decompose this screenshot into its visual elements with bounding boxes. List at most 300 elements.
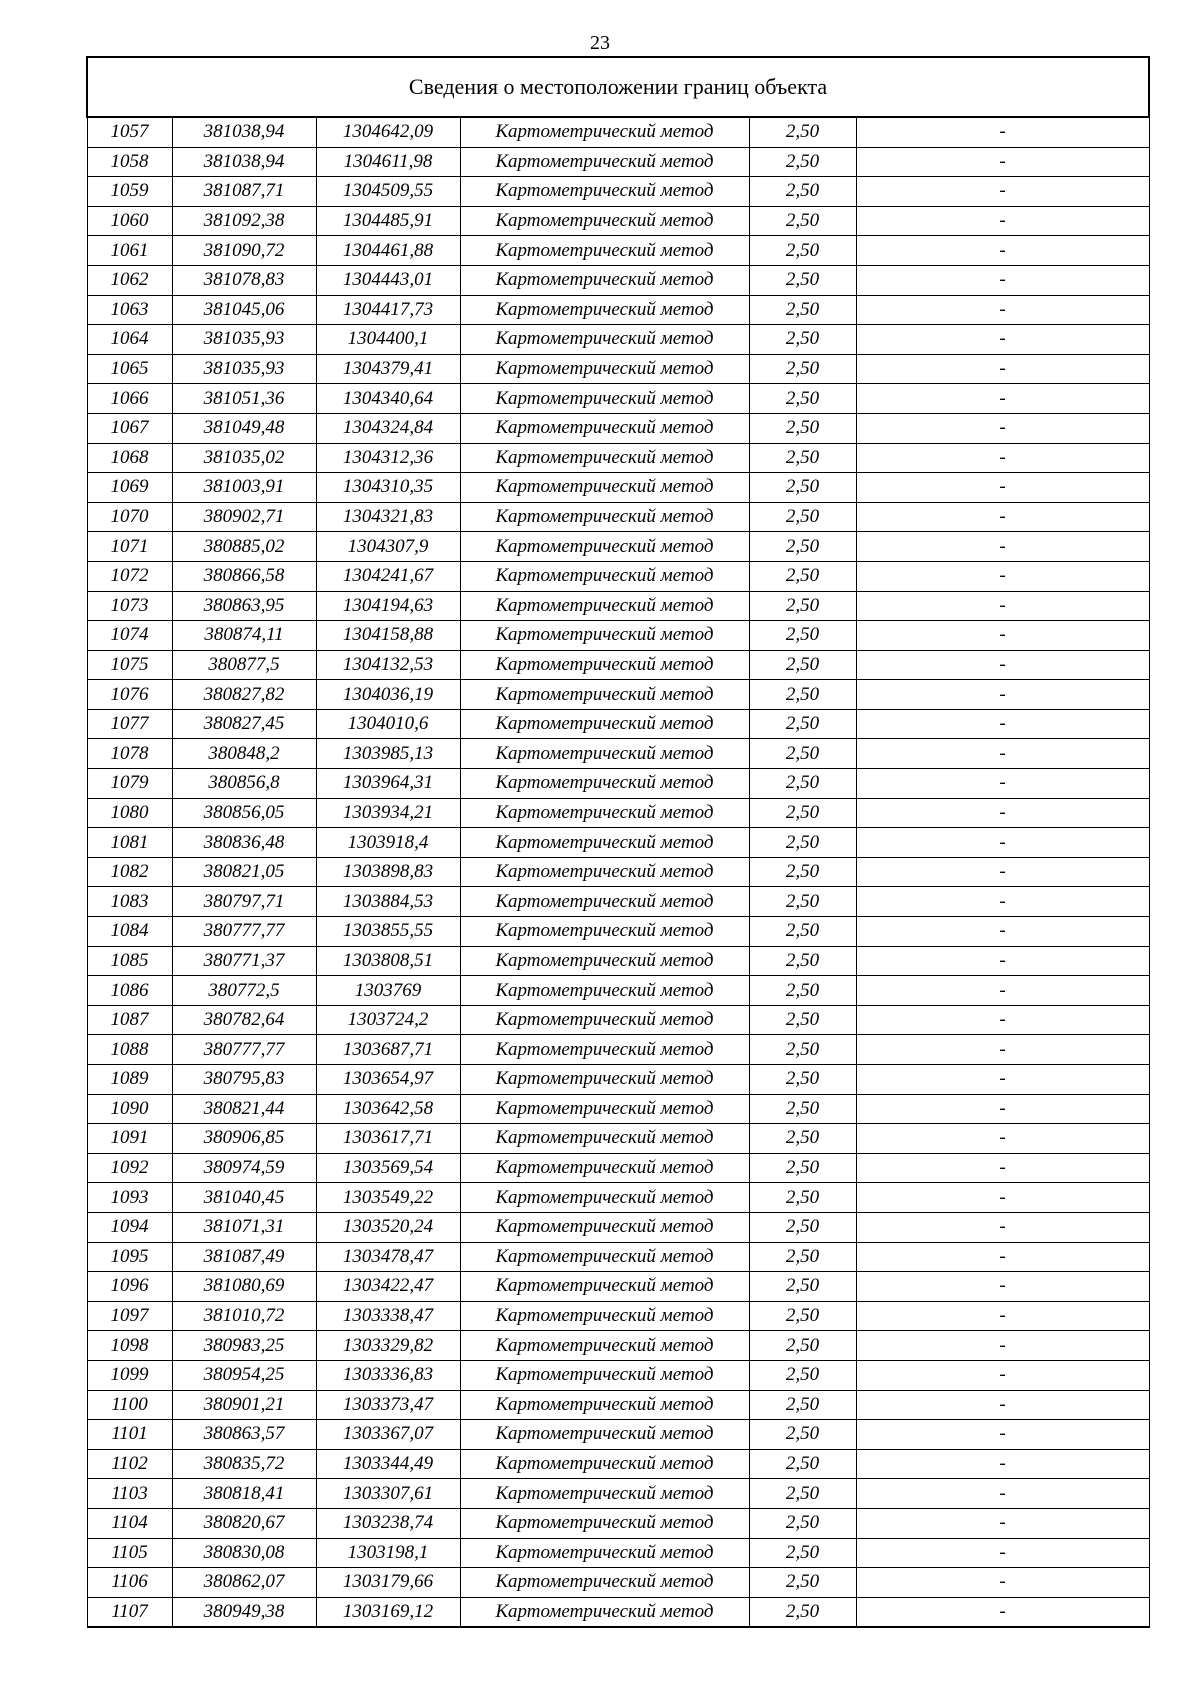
point-number-cell: 1099 — [87, 1360, 172, 1390]
y-coordinate-cell: 1303769 — [316, 976, 460, 1006]
table-row — [87, 325, 1149, 355]
method-cell: Картометрический метод — [460, 1005, 749, 1035]
description-cell: - — [856, 1094, 1149, 1124]
point-number-cell: 1097 — [87, 1301, 172, 1331]
y-coordinate-cell: 1303169,12 — [316, 1597, 460, 1627]
point-number-cell: 1102 — [87, 1449, 172, 1479]
y-coordinate-cell: 1304642,09 — [316, 117, 460, 147]
accuracy-cell: 2,50 — [749, 1153, 856, 1183]
description-cell: - — [856, 1420, 1149, 1450]
table-row — [87, 532, 1149, 562]
table-row — [87, 177, 1149, 207]
point-number-cell: 1092 — [87, 1153, 172, 1183]
x-coordinate-cell: 381035,02 — [172, 443, 316, 473]
x-coordinate-cell: 381087,71 — [172, 177, 316, 207]
method-cell: Картометрический метод — [460, 1301, 749, 1331]
method-cell: Картометрический метод — [460, 976, 749, 1006]
x-coordinate-cell: 380866,58 — [172, 561, 316, 591]
y-coordinate-cell: 1303338,47 — [316, 1301, 460, 1331]
description-cell: - — [856, 206, 1149, 236]
x-coordinate-cell: 380771,37 — [172, 946, 316, 976]
point-number-cell: 1089 — [87, 1065, 172, 1095]
method-cell: Картометрический метод — [460, 1449, 749, 1479]
accuracy-cell: 2,50 — [749, 384, 856, 414]
y-coordinate-cell: 1304417,73 — [316, 295, 460, 325]
point-number-cell: 1096 — [87, 1272, 172, 1302]
y-coordinate-cell: 1304010,6 — [316, 709, 460, 739]
y-coordinate-cell: 1303855,55 — [316, 917, 460, 947]
x-coordinate-cell: 380797,71 — [172, 887, 316, 917]
table-row — [87, 384, 1149, 414]
x-coordinate-cell: 380821,05 — [172, 857, 316, 887]
table-row — [87, 709, 1149, 739]
x-coordinate-cell: 381038,94 — [172, 117, 316, 147]
point-number-cell: 1091 — [87, 1124, 172, 1154]
y-coordinate-cell: 1304307,9 — [316, 532, 460, 562]
table-row — [87, 976, 1149, 1006]
table-row — [87, 1568, 1149, 1598]
accuracy-cell: 2,50 — [749, 798, 856, 828]
x-coordinate-cell: 381071,31 — [172, 1212, 316, 1242]
x-coordinate-cell: 380782,64 — [172, 1005, 316, 1035]
table-row — [87, 739, 1149, 769]
method-cell: Картометрический метод — [460, 1094, 749, 1124]
point-number-cell: 1059 — [87, 177, 172, 207]
method-cell: Картометрический метод — [460, 1508, 749, 1538]
y-coordinate-cell: 1303934,21 — [316, 798, 460, 828]
method-cell: Картометрический метод — [460, 561, 749, 591]
method-cell: Картометрический метод — [460, 1153, 749, 1183]
point-number-cell: 1106 — [87, 1568, 172, 1598]
method-cell: Картометрический метод — [460, 206, 749, 236]
description-cell: - — [856, 384, 1149, 414]
point-number-cell: 1100 — [87, 1390, 172, 1420]
point-number-cell: 1084 — [87, 917, 172, 947]
y-coordinate-cell: 1303884,53 — [316, 887, 460, 917]
accuracy-cell: 2,50 — [749, 295, 856, 325]
x-coordinate-cell: 380862,07 — [172, 1568, 316, 1598]
description-cell: - — [856, 147, 1149, 177]
description-cell: - — [856, 413, 1149, 443]
method-cell: Картометрический метод — [460, 709, 749, 739]
method-cell: Картометрический метод — [460, 1272, 749, 1302]
description-cell: - — [856, 265, 1149, 295]
x-coordinate-cell: 380777,77 — [172, 1035, 316, 1065]
table-row — [87, 236, 1149, 266]
description-cell: - — [856, 1242, 1149, 1272]
method-cell: Картометрический метод — [460, 1538, 749, 1568]
table-caption: Сведения о местоположении границ объекта — [87, 57, 1149, 117]
x-coordinate-cell: 381010,72 — [172, 1301, 316, 1331]
description-cell: - — [856, 1124, 1149, 1154]
y-coordinate-cell: 1304324,84 — [316, 413, 460, 443]
description-cell: - — [856, 1065, 1149, 1095]
description-cell: - — [856, 680, 1149, 710]
accuracy-cell: 2,50 — [749, 1272, 856, 1302]
x-coordinate-cell: 380874,11 — [172, 621, 316, 651]
table-row — [87, 561, 1149, 591]
description-cell: - — [856, 857, 1149, 887]
table-caption-row — [87, 57, 1149, 117]
x-coordinate-cell: 380949,38 — [172, 1597, 316, 1627]
accuracy-cell: 2,50 — [749, 177, 856, 207]
point-number-cell: 1090 — [87, 1094, 172, 1124]
x-coordinate-cell: 380821,44 — [172, 1094, 316, 1124]
x-coordinate-cell: 380830,08 — [172, 1538, 316, 1568]
accuracy-cell: 2,50 — [749, 325, 856, 355]
x-coordinate-cell: 380777,77 — [172, 917, 316, 947]
y-coordinate-cell: 1303687,71 — [316, 1035, 460, 1065]
x-coordinate-cell: 380974,59 — [172, 1153, 316, 1183]
table-row — [87, 413, 1149, 443]
accuracy-cell: 2,50 — [749, 857, 856, 887]
method-cell: Картометрический метод — [460, 325, 749, 355]
table-row — [87, 650, 1149, 680]
x-coordinate-cell: 380820,67 — [172, 1508, 316, 1538]
accuracy-cell: 2,50 — [749, 709, 856, 739]
method-cell: Картометрический метод — [460, 1065, 749, 1095]
description-cell: - — [856, 1212, 1149, 1242]
method-cell: Картометрический метод — [460, 265, 749, 295]
point-number-cell: 1104 — [87, 1508, 172, 1538]
table-row — [87, 917, 1149, 947]
point-number-cell: 1079 — [87, 769, 172, 799]
description-cell: - — [856, 1331, 1149, 1361]
y-coordinate-cell: 1303238,74 — [316, 1508, 460, 1538]
y-coordinate-cell: 1303642,58 — [316, 1094, 460, 1124]
accuracy-cell: 2,50 — [749, 473, 856, 503]
x-coordinate-cell: 381035,93 — [172, 354, 316, 384]
method-cell: Картометрический метод — [460, 828, 749, 858]
x-coordinate-cell: 381045,06 — [172, 295, 316, 325]
table-row — [87, 147, 1149, 177]
x-coordinate-cell: 380836,48 — [172, 828, 316, 858]
accuracy-cell: 2,50 — [749, 650, 856, 680]
table-row — [87, 1272, 1149, 1302]
x-coordinate-cell: 380856,05 — [172, 798, 316, 828]
point-number-cell: 1067 — [87, 413, 172, 443]
point-number-cell: 1068 — [87, 443, 172, 473]
x-coordinate-cell: 380863,95 — [172, 591, 316, 621]
description-cell: - — [856, 1568, 1149, 1598]
y-coordinate-cell: 1303898,83 — [316, 857, 460, 887]
x-coordinate-cell: 381035,93 — [172, 325, 316, 355]
y-coordinate-cell: 1303344,49 — [316, 1449, 460, 1479]
x-coordinate-cell: 380795,83 — [172, 1065, 316, 1095]
x-coordinate-cell: 381080,69 — [172, 1272, 316, 1302]
table-row — [87, 1183, 1149, 1213]
y-coordinate-cell: 1303329,82 — [316, 1331, 460, 1361]
accuracy-cell: 2,50 — [749, 621, 856, 651]
accuracy-cell: 2,50 — [749, 887, 856, 917]
description-cell: - — [856, 532, 1149, 562]
x-coordinate-cell: 380877,5 — [172, 650, 316, 680]
accuracy-cell: 2,50 — [749, 1331, 856, 1361]
table-row — [87, 591, 1149, 621]
accuracy-cell: 2,50 — [749, 502, 856, 532]
accuracy-cell: 2,50 — [749, 680, 856, 710]
x-coordinate-cell: 380954,25 — [172, 1360, 316, 1390]
point-number-cell: 1082 — [87, 857, 172, 887]
point-number-cell: 1094 — [87, 1212, 172, 1242]
y-coordinate-cell: 1304036,19 — [316, 680, 460, 710]
table-row — [87, 680, 1149, 710]
accuracy-cell: 2,50 — [749, 1508, 856, 1538]
table-row — [87, 443, 1149, 473]
method-cell: Картометрический метод — [460, 857, 749, 887]
point-number-cell: 1081 — [87, 828, 172, 858]
table-row — [87, 1035, 1149, 1065]
table-row — [87, 769, 1149, 799]
y-coordinate-cell: 1303549,22 — [316, 1183, 460, 1213]
y-coordinate-cell: 1303918,4 — [316, 828, 460, 858]
x-coordinate-cell: 381078,83 — [172, 265, 316, 295]
point-number-cell: 1105 — [87, 1538, 172, 1568]
description-cell: - — [856, 473, 1149, 503]
description-cell: - — [856, 650, 1149, 680]
accuracy-cell: 2,50 — [749, 1597, 856, 1627]
accuracy-cell: 2,50 — [749, 413, 856, 443]
point-number-cell: 1057 — [87, 117, 172, 147]
accuracy-cell: 2,50 — [749, 1065, 856, 1095]
accuracy-cell: 2,50 — [749, 117, 856, 147]
description-cell: - — [856, 621, 1149, 651]
accuracy-cell: 2,50 — [749, 265, 856, 295]
accuracy-cell: 2,50 — [749, 1035, 856, 1065]
description-cell: - — [856, 1153, 1149, 1183]
accuracy-cell: 2,50 — [749, 1301, 856, 1331]
point-number-cell: 1065 — [87, 354, 172, 384]
description-cell: - — [856, 1390, 1149, 1420]
accuracy-cell: 2,50 — [749, 1449, 856, 1479]
x-coordinate-cell: 380983,25 — [172, 1331, 316, 1361]
description-cell: - — [856, 177, 1149, 207]
accuracy-cell: 2,50 — [749, 532, 856, 562]
y-coordinate-cell: 1303478,47 — [316, 1242, 460, 1272]
y-coordinate-cell: 1304310,35 — [316, 473, 460, 503]
table-row — [87, 1242, 1149, 1272]
accuracy-cell: 2,50 — [749, 1183, 856, 1213]
y-coordinate-cell: 1304132,53 — [316, 650, 460, 680]
point-number-cell: 1086 — [87, 976, 172, 1006]
table-row — [87, 206, 1149, 236]
accuracy-cell: 2,50 — [749, 1094, 856, 1124]
method-cell: Картометрический метод — [460, 739, 749, 769]
point-number-cell: 1087 — [87, 1005, 172, 1035]
description-cell: - — [856, 1183, 1149, 1213]
description-cell: - — [856, 739, 1149, 769]
method-cell: Картометрический метод — [460, 769, 749, 799]
point-number-cell: 1095 — [87, 1242, 172, 1272]
table-row — [87, 1449, 1149, 1479]
y-coordinate-cell: 1304400,1 — [316, 325, 460, 355]
point-number-cell: 1066 — [87, 384, 172, 414]
point-number-cell: 1103 — [87, 1479, 172, 1509]
method-cell: Картометрический метод — [460, 443, 749, 473]
point-number-cell: 1062 — [87, 265, 172, 295]
point-number-cell: 1076 — [87, 680, 172, 710]
method-cell: Картометрический метод — [460, 1420, 749, 1450]
x-coordinate-cell: 380885,02 — [172, 532, 316, 562]
point-number-cell: 1085 — [87, 946, 172, 976]
table-row — [87, 1301, 1149, 1331]
accuracy-cell: 2,50 — [749, 354, 856, 384]
accuracy-cell: 2,50 — [749, 1390, 856, 1420]
method-cell: Картометрический метод — [460, 621, 749, 651]
y-coordinate-cell: 1303367,07 — [316, 1420, 460, 1450]
description-cell: - — [856, 769, 1149, 799]
description-cell: - — [856, 1035, 1149, 1065]
x-coordinate-cell: 380827,45 — [172, 709, 316, 739]
x-coordinate-cell: 380772,5 — [172, 976, 316, 1006]
table-row — [87, 828, 1149, 858]
y-coordinate-cell: 1304485,91 — [316, 206, 460, 236]
y-coordinate-cell: 1304509,55 — [316, 177, 460, 207]
table-row — [87, 1005, 1149, 1035]
description-cell: - — [856, 828, 1149, 858]
y-coordinate-cell: 1303808,51 — [316, 946, 460, 976]
method-cell: Картометрический метод — [460, 177, 749, 207]
x-coordinate-cell: 380827,82 — [172, 680, 316, 710]
description-cell: - — [856, 295, 1149, 325]
point-number-cell: 1101 — [87, 1420, 172, 1450]
method-cell: Картометрический метод — [460, 295, 749, 325]
method-cell: Картометрический метод — [460, 1242, 749, 1272]
x-coordinate-cell: 381003,91 — [172, 473, 316, 503]
method-cell: Картометрический метод — [460, 1331, 749, 1361]
y-coordinate-cell: 1304443,01 — [316, 265, 460, 295]
table-row — [87, 1094, 1149, 1124]
x-coordinate-cell: 381040,45 — [172, 1183, 316, 1213]
accuracy-cell: 2,50 — [749, 917, 856, 947]
accuracy-cell: 2,50 — [749, 1242, 856, 1272]
point-number-cell: 1063 — [87, 295, 172, 325]
table-row — [87, 1479, 1149, 1509]
y-coordinate-cell: 1304611,98 — [316, 147, 460, 177]
method-cell: Картометрический метод — [460, 1212, 749, 1242]
x-coordinate-cell: 381049,48 — [172, 413, 316, 443]
y-coordinate-cell: 1303198,1 — [316, 1538, 460, 1568]
x-coordinate-cell: 380848,2 — [172, 739, 316, 769]
table-row — [87, 946, 1149, 976]
method-cell: Картометрический метод — [460, 650, 749, 680]
y-coordinate-cell: 1303179,66 — [316, 1568, 460, 1598]
y-coordinate-cell: 1304321,83 — [316, 502, 460, 532]
table-row — [87, 295, 1149, 325]
table-row — [87, 1331, 1149, 1361]
method-cell: Картометрический метод — [460, 1479, 749, 1509]
table-row — [87, 1390, 1149, 1420]
x-coordinate-cell: 380902,71 — [172, 502, 316, 532]
table-body — [87, 57, 1149, 1627]
table-row — [87, 1065, 1149, 1095]
description-cell: - — [856, 443, 1149, 473]
page-number: 23 — [590, 32, 610, 54]
description-cell: - — [856, 1005, 1149, 1035]
accuracy-cell: 2,50 — [749, 206, 856, 236]
point-number-cell: 1077 — [87, 709, 172, 739]
description-cell: - — [856, 354, 1149, 384]
method-cell: Картометрический метод — [460, 1035, 749, 1065]
table-row — [87, 473, 1149, 503]
description-cell: - — [856, 325, 1149, 355]
method-cell: Картометрический метод — [460, 502, 749, 532]
point-number-cell: 1078 — [87, 739, 172, 769]
method-cell: Картометрический метод — [460, 236, 749, 266]
description-cell: - — [856, 1479, 1149, 1509]
x-coordinate-cell: 381051,36 — [172, 384, 316, 414]
accuracy-cell: 2,50 — [749, 591, 856, 621]
accuracy-cell: 2,50 — [749, 1568, 856, 1598]
accuracy-cell: 2,50 — [749, 561, 856, 591]
accuracy-cell: 2,50 — [749, 946, 856, 976]
accuracy-cell: 2,50 — [749, 1420, 856, 1450]
accuracy-cell: 2,50 — [749, 769, 856, 799]
x-coordinate-cell: 381038,94 — [172, 147, 316, 177]
x-coordinate-cell: 380906,85 — [172, 1124, 316, 1154]
y-coordinate-cell: 1303336,83 — [316, 1360, 460, 1390]
method-cell: Картометрический метод — [460, 887, 749, 917]
method-cell: Картометрический метод — [460, 917, 749, 947]
description-cell: - — [856, 1272, 1149, 1302]
point-number-cell: 1070 — [87, 502, 172, 532]
description-cell: - — [856, 561, 1149, 591]
table-row — [87, 1360, 1149, 1390]
y-coordinate-cell: 1304158,88 — [316, 621, 460, 651]
point-number-cell: 1061 — [87, 236, 172, 266]
x-coordinate-cell: 380835,72 — [172, 1449, 316, 1479]
y-coordinate-cell: 1304461,88 — [316, 236, 460, 266]
y-coordinate-cell: 1303520,24 — [316, 1212, 460, 1242]
accuracy-cell: 2,50 — [749, 1212, 856, 1242]
point-number-cell: 1058 — [87, 147, 172, 177]
y-coordinate-cell: 1304194,63 — [316, 591, 460, 621]
y-coordinate-cell: 1303985,13 — [316, 739, 460, 769]
method-cell: Картометрический метод — [460, 798, 749, 828]
method-cell: Картометрический метод — [460, 591, 749, 621]
accuracy-cell: 2,50 — [749, 147, 856, 177]
x-coordinate-cell: 381092,38 — [172, 206, 316, 236]
method-cell: Картометрический метод — [460, 532, 749, 562]
table-row — [87, 354, 1149, 384]
accuracy-cell: 2,50 — [749, 1360, 856, 1390]
method-cell: Картометрический метод — [460, 1124, 749, 1154]
accuracy-cell: 2,50 — [749, 1538, 856, 1568]
description-cell: - — [856, 1597, 1149, 1627]
point-number-cell: 1098 — [87, 1331, 172, 1361]
table-row — [87, 798, 1149, 828]
accuracy-cell: 2,50 — [749, 1124, 856, 1154]
accuracy-cell: 2,50 — [749, 443, 856, 473]
method-cell: Картометрический метод — [460, 117, 749, 147]
point-number-cell: 1071 — [87, 532, 172, 562]
x-coordinate-cell: 381087,49 — [172, 1242, 316, 1272]
point-number-cell: 1088 — [87, 1035, 172, 1065]
accuracy-cell: 2,50 — [749, 976, 856, 1006]
table-row — [87, 621, 1149, 651]
table-row — [87, 1212, 1149, 1242]
table-row — [87, 1508, 1149, 1538]
method-cell: Картометрический метод — [460, 1360, 749, 1390]
description-cell: - — [856, 1508, 1149, 1538]
y-coordinate-cell: 1304241,67 — [316, 561, 460, 591]
description-cell: - — [856, 709, 1149, 739]
method-cell: Картометрический метод — [460, 473, 749, 503]
description-cell: - — [856, 1301, 1149, 1331]
description-cell: - — [856, 798, 1149, 828]
table-row — [87, 1124, 1149, 1154]
point-number-cell: 1073 — [87, 591, 172, 621]
